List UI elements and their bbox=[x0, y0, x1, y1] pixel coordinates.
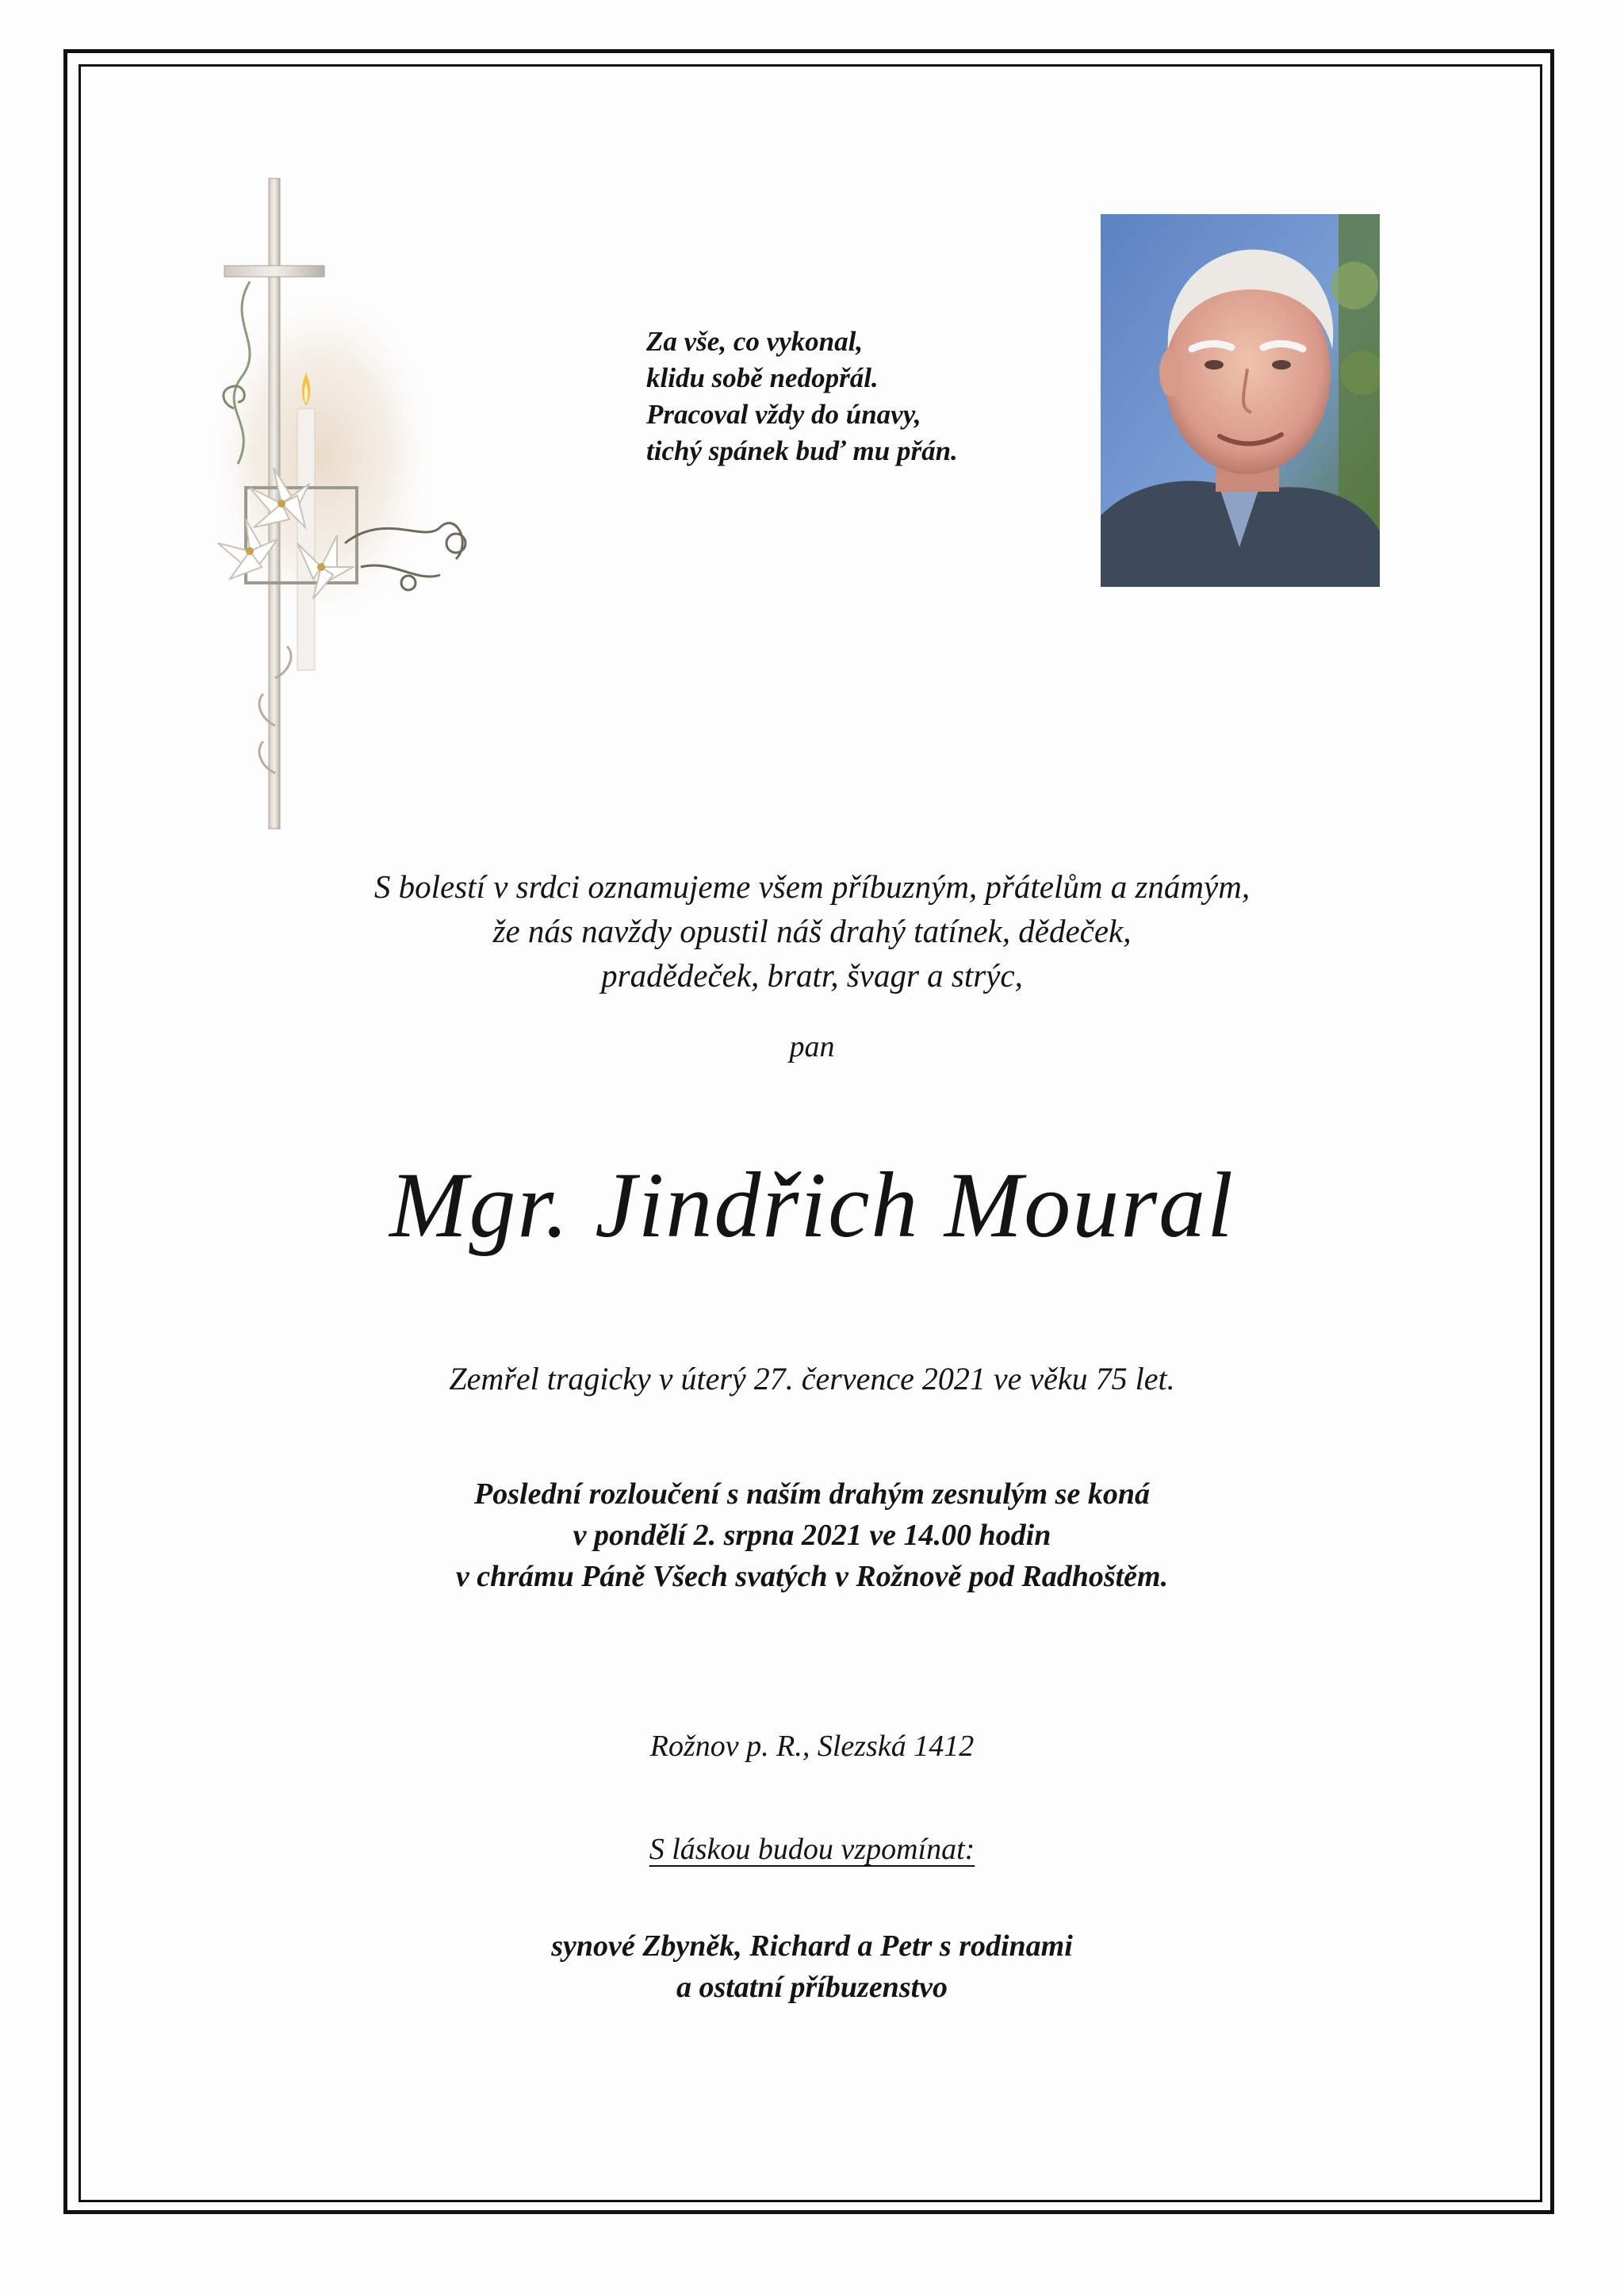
memorial-poem bbox=[646, 324, 1122, 469]
mourner-line: synové Zbyněk, Richard a Petr s rodinami bbox=[551, 1929, 1073, 1963]
family-address: Rožnov p. R., Slezská 1412 bbox=[649, 1730, 975, 1763]
funeral-details bbox=[0, 1473, 1624, 1597]
announcement-line: že nás navždy opustil náš drahý tatínek, dědeček, bbox=[492, 913, 1132, 949]
poem-line: klidu sobě nedopřál. bbox=[646, 362, 879, 393]
funeral-line: Poslední rozloučení s naším drahým zesnulým se koná bbox=[474, 1477, 1150, 1511]
mourners-list bbox=[0, 1925, 1624, 2008]
honorific: pan bbox=[789, 1030, 835, 1063]
announcement-line: pradědeček, bratr, švagr a strýc, bbox=[601, 957, 1023, 994]
poem-line: tichý spánek buď mu přán. bbox=[646, 435, 958, 466]
remembrance-heading bbox=[0, 1832, 1624, 1867]
announcement-text bbox=[0, 864, 1624, 998]
funeral-line: v chrámu Páně Všech svatých v Rožnově pod Radhoštěm. bbox=[455, 1560, 1169, 1593]
announcement-line: S bolestí v srdci oznamujeme všem příbuzným, přátelům a známým, bbox=[373, 868, 1251, 905]
deceased-name: Mgr. Jindřich Moural bbox=[389, 1153, 1235, 1257]
remembrance-heading-text: S láskou budou vzpomínat: bbox=[649, 1833, 975, 1866]
funeral-line: v pondělí 2. srpna 2021 ve 14.00 hodin bbox=[573, 1519, 1051, 1552]
poem-line: Pracoval vždy do únavy, bbox=[646, 399, 921, 430]
cross-lily-candle-icon bbox=[202, 170, 511, 837]
poem-line: Za vše, co vykonal, bbox=[646, 326, 864, 357]
death-notice: Zemřel tragicky v úterý 27. července 2021 ve věku 75 let. bbox=[449, 1361, 1175, 1397]
mourner-line: a ostatní příbuzenstvo bbox=[676, 1971, 948, 2004]
portrait-photo bbox=[1101, 214, 1380, 587]
